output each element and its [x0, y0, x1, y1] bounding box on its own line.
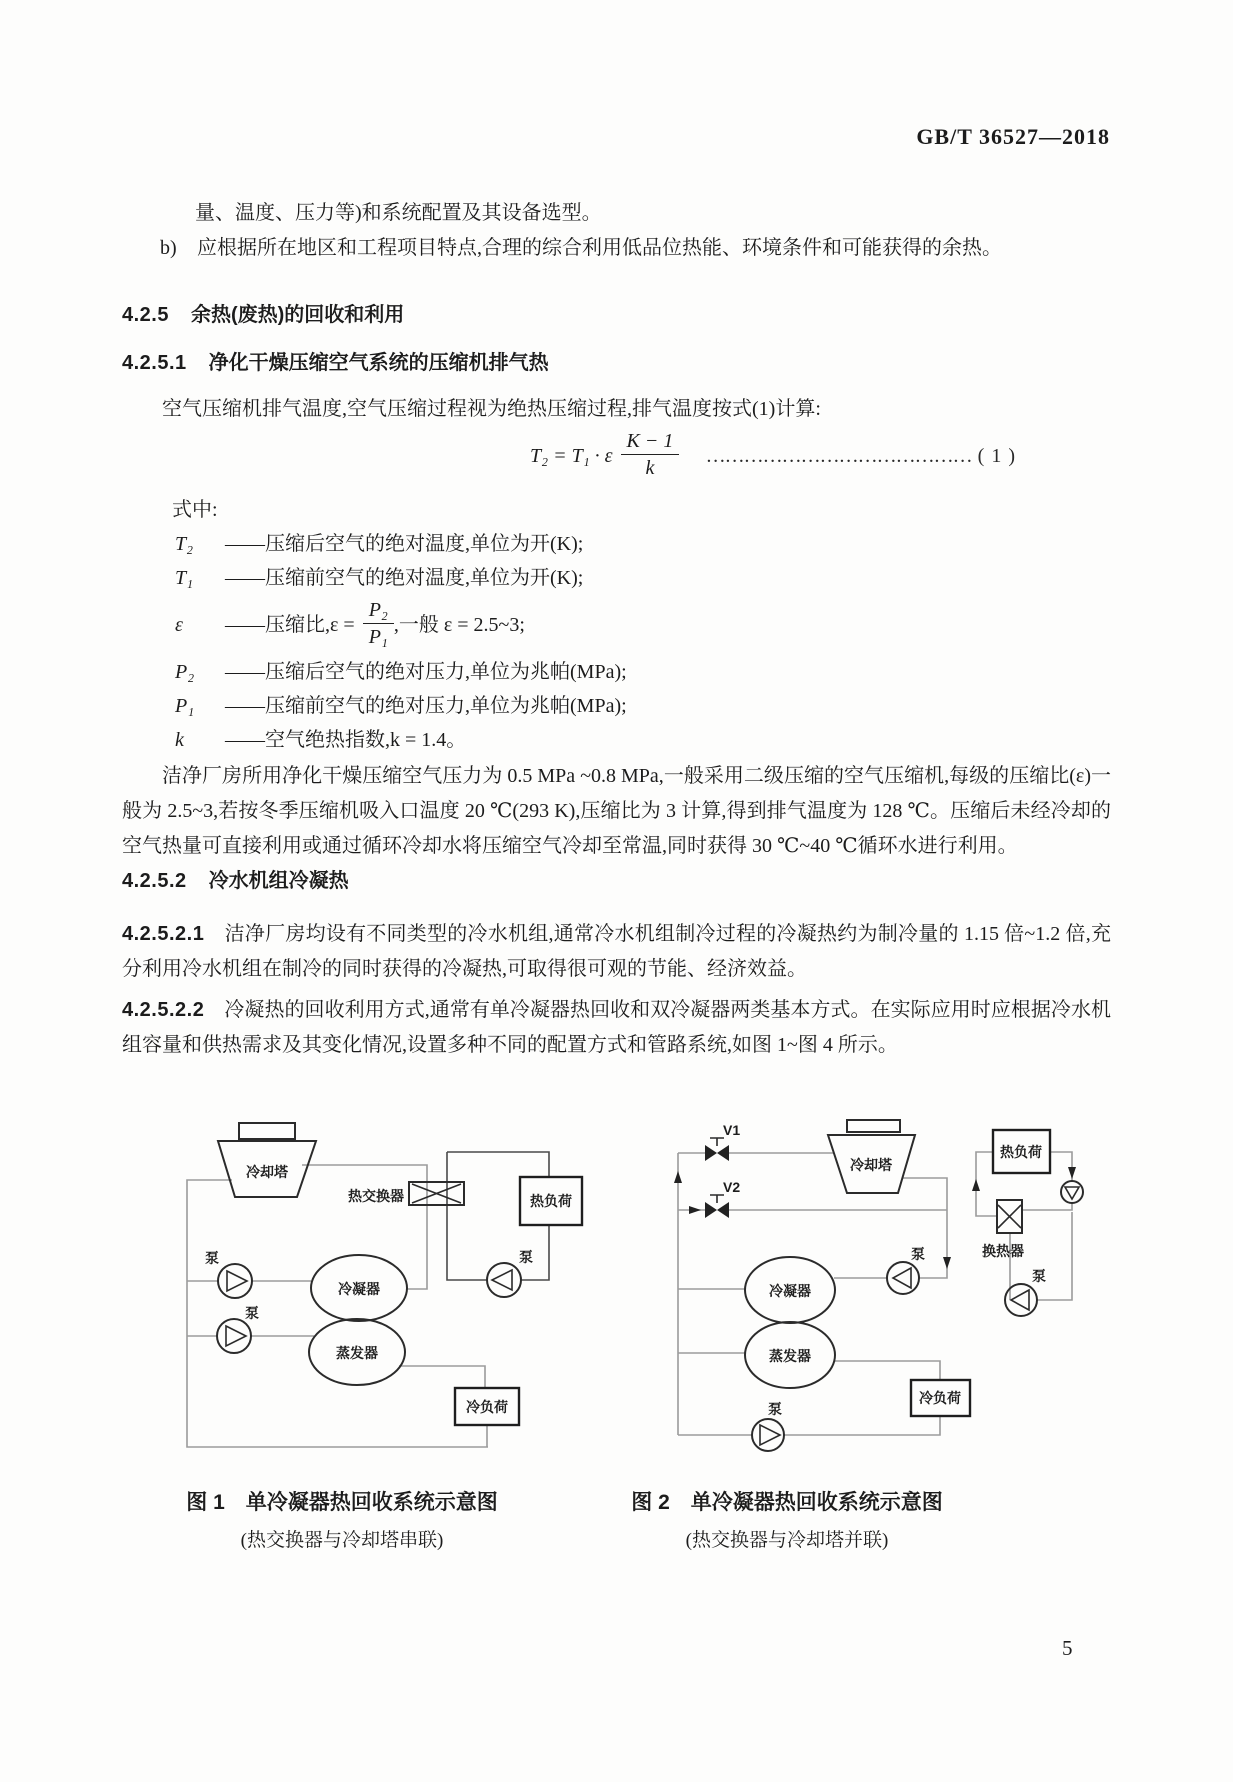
heat-exchanger-label: 换热器	[982, 1243, 1024, 1259]
heat-load-box	[993, 1130, 1050, 1173]
definition-fraction-numerator: P₂	[363, 597, 394, 624]
definition-fraction-denominator: P₁	[368, 625, 388, 648]
pump-icon	[217, 1305, 259, 1353]
definition-fraction	[363, 597, 394, 650]
condenser-icon	[745, 1257, 835, 1323]
definition-t1	[122, 561, 1111, 595]
pump-icon	[205, 1250, 252, 1298]
flow-arrow-down	[943, 1257, 951, 1269]
clause-text: 洁净厂房均设有不同类型的冷水机组,通常冷水机组制冷过程的冷凝热约为制冷量的 1.15 倍~1.2 倍,充分利用冷水机组在制冷的同时获得的冷凝热,可取得很可观的节能、经济效益。	[122, 923, 1111, 980]
figure-captions	[122, 1488, 1111, 1588]
pump-icon	[1005, 1268, 1046, 1316]
clause-number: 4.2.5.2.1	[122, 923, 205, 945]
definition-text: ——压缩前空气的绝对压力,单位为兆帕(MPa);	[225, 695, 627, 717]
heat-load-label: 热负荷	[1000, 1144, 1042, 1160]
heat-load-box	[520, 1177, 582, 1225]
valve-v1-icon	[705, 1122, 740, 1161]
pump-label: 泵	[205, 1250, 219, 1266]
pump-label: 泵	[1032, 1268, 1046, 1284]
where-label: 式中:	[172, 499, 218, 521]
pump-label: 泵	[768, 1401, 782, 1417]
definition-symbol: T₁	[175, 567, 194, 589]
definition-text: ——压缩后空气的绝对温度,单位为开(K);	[225, 533, 584, 555]
pump-icon	[887, 1246, 925, 1294]
definition-text: ——压缩前空气的绝对温度,单位为开(K);	[225, 567, 584, 589]
list-item-b-text: 应根据所在地区和工程项目特点,合理的综合利用低品位热能、环境条件和可能获得的余热。	[197, 237, 1002, 259]
cooling-tower-icon	[218, 1123, 316, 1197]
valve-v1-label: V1	[723, 1122, 741, 1138]
heading-title: 冷水机组冷凝热	[208, 870, 349, 892]
heat-exchanger-label: 热交换器	[348, 1188, 404, 1204]
pipe	[976, 1152, 1072, 1216]
valve-v2-icon	[705, 1179, 740, 1218]
pipe	[447, 1152, 549, 1280]
figures-row	[122, 1120, 1111, 1485]
valve-v2-label: V2	[723, 1179, 741, 1195]
figure2-caption-block	[572, 1488, 1002, 1558]
definition-symbol: P₂	[175, 661, 195, 683]
pump-label: 泵	[245, 1305, 259, 1321]
figure1-subcaption: (热交换器与冷却塔串联)	[240, 1530, 444, 1551]
heading-title: 净化干燥压缩空气系统的压缩机排气热	[208, 352, 549, 374]
heading-4-2-5-1	[122, 346, 1111, 381]
pipe	[678, 1361, 940, 1435]
figure2-subcaption: (热交换器与冷却塔并联)	[685, 1530, 889, 1551]
pump-icon	[487, 1249, 533, 1297]
pump-label: 泵	[519, 1249, 533, 1265]
evaporator-label: 蒸发器	[769, 1348, 811, 1364]
pump-icon	[752, 1401, 784, 1451]
definition-p1	[122, 689, 1111, 723]
definition-symbol: k	[175, 729, 184, 751]
heat-exchanger-icon	[982, 1200, 1024, 1259]
cooling-tower-icon	[828, 1120, 915, 1193]
cold-load-box	[455, 1388, 519, 1425]
paragraph-4-2-5-2-2	[122, 993, 1111, 1063]
definition-symbol: P₁	[175, 695, 195, 717]
paragraph-compressed-air: 洁净厂房所用净化干燥压缩空气压力为 0.5 MPa ~0.8 MPa,一般采用二级压缩的空气压缩机,每级的压缩比(ε)一般为 2.5~3,若按冬季压缩机吸入口温度 20 ℃(293 K),压缩比为 3 计算,得到排气温度为 128 ℃。压缩后未经冷却的空气热量可直接利用或通过循环冷却水将压缩空气冷却至常温,同时获得 30 ℃~40 ℃循环水进行利用。	[122, 765, 1111, 857]
heading-number: 4.2.5.1	[122, 352, 187, 374]
clause-number: 4.2.5.2.2	[122, 999, 205, 1021]
evaporator-label: 蒸发器	[336, 1345, 378, 1361]
figure1-diagram	[142, 1120, 592, 1465]
heading-title: 余热(废热)的回收和利用	[190, 304, 405, 326]
page-number: 5	[1062, 1636, 1073, 1660]
pipe	[399, 1366, 485, 1388]
figure2-caption: 图 2 单冷凝器热回收系统示意图	[631, 1491, 943, 1514]
definition-text: ——压缩后空气的绝对压力,单位为兆帕(MPa);	[225, 661, 627, 683]
formula-fraction	[621, 428, 680, 481]
flow-arrow-up	[674, 1171, 682, 1183]
figure2-diagram	[605, 1115, 1085, 1475]
page-content	[122, 196, 1111, 1063]
condenser-icon	[311, 1255, 407, 1321]
formula-body: T₂ = T₁ · ε	[530, 444, 613, 467]
heading-number: 4.2.5.2	[122, 870, 187, 892]
cooling-tower-label: 冷却塔	[850, 1157, 892, 1173]
paragraph-lead: 空气压缩机排气温度,空气压缩过程视为绝热压缩过程,排气温度按式(1)计算:	[162, 398, 821, 420]
formula-fraction-numerator: K − 1	[621, 428, 680, 455]
heading-4-2-5-2	[122, 864, 1111, 899]
evaporator-icon	[309, 1319, 405, 1385]
flow-arrow-down	[1068, 1167, 1076, 1179]
cold-load-label: 冷负荷	[466, 1399, 508, 1415]
heat-load-label: 热负荷	[530, 1193, 572, 1209]
cold-load-label: 冷负荷	[919, 1390, 961, 1406]
list-item-b	[122, 231, 1111, 266]
formula-fraction-denominator: k	[645, 456, 655, 479]
formula-number: ( 1 )	[977, 444, 1016, 467]
heat-exchanger-icon	[409, 1182, 464, 1205]
formula-1	[122, 427, 1111, 485]
condenser-label: 冷凝器	[338, 1281, 380, 1297]
pipe	[187, 1180, 488, 1447]
definition-text-post: ,一般 ε = 2.5~3;	[393, 614, 525, 636]
flow-arrow-right	[689, 1206, 701, 1214]
doc-number: GB/T 36527—2018	[916, 124, 1110, 149]
paragraph-4-2-5-2-1	[122, 917, 1111, 987]
heading-number: 4.2.5	[122, 304, 169, 326]
figure1-caption: 图 1 单冷凝器热回收系统示意图	[186, 1491, 498, 1514]
definition-dash: ——	[225, 614, 265, 636]
paragraph-continuation: 量、温度、压力等)和系统配置及其设备选型。	[195, 202, 602, 224]
cold-load-box	[911, 1380, 970, 1416]
pump-label: 泵	[911, 1246, 925, 1262]
list-item-b-marker: b)	[160, 237, 177, 259]
flow-arrow-up	[972, 1179, 980, 1191]
definition-symbol: T₂	[175, 533, 194, 555]
definition-text-pre: 压缩比,ε =	[265, 614, 355, 636]
clause-text: 冷凝热的回收利用方式,通常有单冷凝器热回收和双冷凝器两类基本方式。在实际应用时应根据冷水机组容量和供热需求及其变化情况,设置多种不同的配置方式和管路系统,如图 1~图 4 所示。	[122, 999, 1111, 1056]
figure1-caption-block	[132, 1488, 552, 1558]
definition-text: ——空气绝热指数,k = 1.4。	[225, 729, 467, 751]
definition-t2	[122, 527, 1111, 561]
condenser-label: 冷凝器	[769, 1283, 811, 1299]
pump-icon	[1061, 1181, 1083, 1203]
cooling-tower-label: 冷却塔	[246, 1164, 288, 1180]
definition-k	[122, 723, 1111, 757]
definition-p2	[122, 655, 1111, 689]
definition-symbol: ε	[175, 614, 183, 636]
formula-leader-dots: ……………………………………	[705, 444, 972, 467]
heading-4-2-5	[122, 298, 1111, 333]
evaporator-icon	[745, 1322, 835, 1388]
definition-epsilon	[122, 595, 1111, 655]
